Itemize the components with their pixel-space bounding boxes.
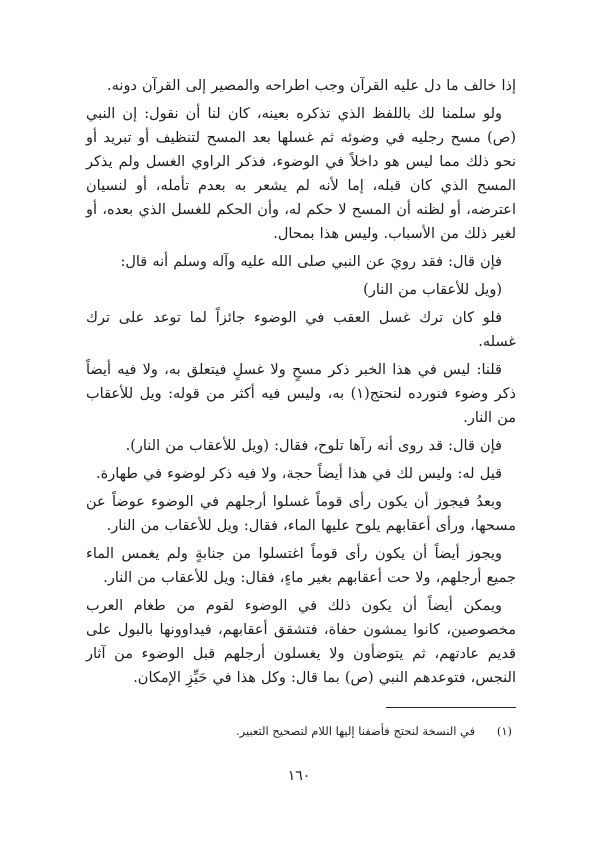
footnote <box>82 722 512 740</box>
page-body <box>86 74 516 694</box>
paragraph-3: فإن قال: فقد رويَ عن النبي صلى الله عليه وآله وسلم أنه قال: <box>120 254 502 270</box>
paragraph-7: قيل له: وليس لك في هذا أيضاً حجة، ولا فيه ذكر لوضوء في طهارة. <box>96 466 502 482</box>
page-number: ١٦٠ <box>287 768 311 784</box>
paragraph-9: ويجوز أيضاً أن يكون رأى قوماً اغتسلوا من جنابةٍ ولم يغمس الماء جميع أرجلهم، ولا حت أعقابهم بغير ماءٍ، فقال: ويل للأعقاب من النار. <box>86 546 516 586</box>
footnote-text: في النسخة لنحتج فأضفنا إليها اللام لتصحيح التعبير. <box>236 724 476 738</box>
paragraph-10: ويمكن أيضاً أن يكون ذلك في الوضوء لقوم من طغام العرب مخصوصين، كانوا يمشون حفاة، فتشقق أعقابهم، فيداوونها بالبول على قديم عادتهم، ثم يتوضأون ولا يغسلون أرجلهم قبل الوضوء من آثار النجس، فتوعدهم النبي (ص) بما قال: وكل هذا في حَيِّزِ الإمكان. <box>86 598 516 686</box>
paragraph-1: إذا خالف ما دل عليه القرآن وجب اطراحه والمصير إلى القرآن دونه. <box>107 78 516 94</box>
paragraph-6: فإن قال: قد روى أنه رآها تلوح، فقال: (ويل للأعقاب من النار). <box>125 438 502 454</box>
paragraph-2: ولو سلمنا لك باللفظ الذي تذكره بعينه، كان لنا أن نقول: إن النبي (ص) مسح رجليه في وضوئه ثم غسلها بعد المسح لتنظيف أو تبريد أو نحو ذلك مما ليس هو داخلاً في الوضوء، فذكر الراوي الغسل ولم يذكر المسح الذي كان قبله، إما لأنه لم يشعر به بعدم تأمله، أو لنسيان اعترضه، أو لظنه أن المسح لا حكم له، وأن الحكم للغسل الذي بعده، أو لغير ذلك من الأسباب. وليس هذا بمحال. <box>86 106 516 242</box>
footnote-divider <box>386 707 516 708</box>
paragraph-4: فلو كان ترك غسل العقب في الوضوء جائزاً لما توعد على ترك غسله. <box>86 310 516 350</box>
hadith-quote: (ويل للأعقاب من النار) <box>363 282 502 298</box>
paragraph-8: وبعدُ فيجوز أن يكون رأى قوماً غسلوا أرجلهم في الوضوء عوضاً عن مسحها، ورأى أعقابهم يلوح عليها الماء، فقال: ويل للأعقاب من النار. <box>86 494 516 534</box>
paragraph-5: قلنا: ليس في هذا الخبر ذكر مسحٍ ولا غسلٍ فيتعلق به، ولا فيه أيضاً ذكر وضوء فنورده لنحتج(١) به، وليس فيه أكثر من قوله: ويل للأعقاب من النار. <box>86 362 516 426</box>
footnote-number: (١) <box>496 724 512 738</box>
